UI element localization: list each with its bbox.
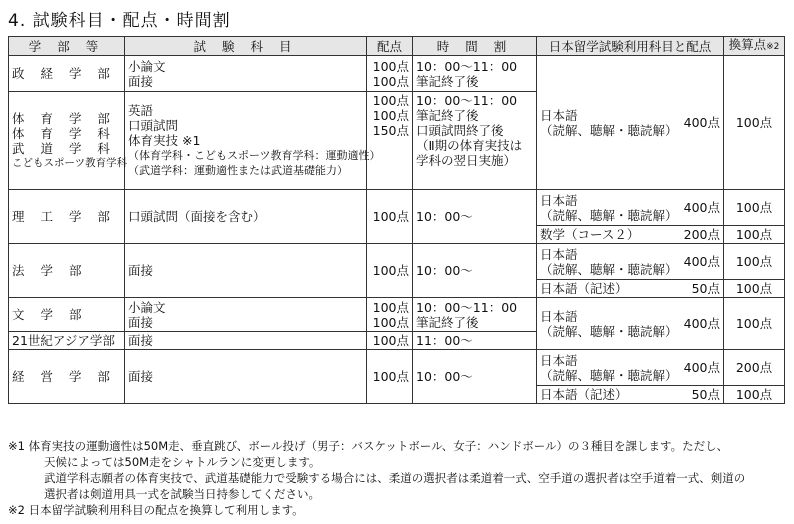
table-row <box>9 244 785 280</box>
conv-cell: 100点 <box>724 298 785 350</box>
table-header-row <box>9 37 785 56</box>
header-eju: 日本留学試験利用科目と配点 <box>537 37 724 56</box>
dept-cell: 法 学 部 <box>9 244 125 298</box>
header-time: 時 間 割 <box>413 37 537 56</box>
exam-schedule-table <box>8 36 785 404</box>
time-cell: 10：00～11：00 筆記終了後 口頭試問終了後 （Ⅱ期の体育実技は 学科の翌日実施） <box>413 92 537 190</box>
header-points: 配点 <box>367 37 413 56</box>
conv-cell: 100点 <box>724 386 785 404</box>
conv-cell: 100点 <box>724 190 785 226</box>
eju-cell: 日本語 （読解、聴解・聴読解） 400点 <box>537 298 724 350</box>
footnote-1: ※1 体育実技の運動適性は50M走、垂直跳び、ボール投げ（男子：バスケットボール、女子：ハンドボール）の３種目を課します。ただし、 <box>8 439 729 453</box>
points-cell: 100点 <box>367 244 413 298</box>
table-row <box>9 298 785 332</box>
eju-cell: 日本語 （読解、聴解・聴読解） 400点 <box>537 244 724 280</box>
subjects-cell: 面接 <box>125 350 367 404</box>
time-cell: 10：00～11：00 筆記終了後 <box>413 56 537 92</box>
subjects-cell: 英語 口頭試問 体育実技 ※1 （体育学科・こどもスポーツ教育学科：運動適性） （武道学科：運動適性または武道基礎能力） <box>125 92 367 190</box>
footnote-2: ※2 日本留学試験利用科目の配点を換算して利用します。 <box>8 503 304 517</box>
dept-cell: 文 学 部 <box>9 298 125 332</box>
eju-cell: 日本語 （読解、聴解・聴読解） 400点 <box>537 56 724 190</box>
dept-cell: 経 営 学 部 <box>9 350 125 404</box>
dept-cell: 理 工 学 部 <box>9 190 125 244</box>
time-cell: 10：00～ <box>413 190 537 244</box>
subjects-cell: 小論文 面接 <box>125 298 367 332</box>
points-cell: 100点 100点 150点 <box>367 92 413 190</box>
footnote-1-cont: 武道学科志願者の体育実技で、武道基礎能力で受験する場合には、柔道の選択者は柔道着一式、空手道の選択者は空手道着一式、剣道の <box>44 471 746 485</box>
conv-cell: 100点 <box>724 244 785 280</box>
section-title: 4. 試験科目・配点・時間割 <box>8 11 231 31</box>
header-conv: 換算点※2 <box>724 37 785 56</box>
subjects-cell: 小論文 面接 <box>125 56 367 92</box>
eju-cell: 日本語 （読解、聴解・聴読解） 400点 <box>537 350 724 386</box>
table-row <box>9 56 785 92</box>
points-cell: 100点 <box>367 190 413 244</box>
dept-cell: 21世紀アジア学部 <box>9 332 125 350</box>
points-cell: 100点 100点 <box>367 56 413 92</box>
eju-cell: 数学（コース２） 200点 <box>537 226 724 244</box>
table-row <box>9 190 785 226</box>
subjects-cell: 面接 <box>125 244 367 298</box>
conv-cell: 100点 <box>724 56 785 190</box>
subjects-cell: 口頭試問（面接を含む） <box>125 190 367 244</box>
time-cell: 10：00～ <box>413 244 537 298</box>
dept-cell: 体 育 学 部 体 育 学 科 武 道 学 科 こどもスポーツ教育学科 <box>9 92 125 190</box>
footnote-1-cont: 選択者は剣道用具一式を試験当日持参してください。 <box>44 487 320 501</box>
header-dept: 学 部 等 <box>9 37 125 56</box>
footnotes <box>8 438 784 518</box>
table-row <box>9 350 785 386</box>
footnote-1-cont: 天候によっては50M走をシャトルランに変更します。 <box>44 455 321 469</box>
header-subjects: 試 験 科 目 <box>125 37 367 56</box>
points-cell: 100点 <box>367 332 413 350</box>
subjects-cell: 面接 <box>125 332 367 350</box>
dept-cell: 政 経 学 部 <box>9 56 125 92</box>
conv-cell: 100点 <box>724 226 785 244</box>
time-cell: 11：00～ <box>413 332 537 350</box>
points-cell: 100点 <box>367 350 413 404</box>
eju-cell: 日本語 （読解、聴解・聴読解） 400点 <box>537 190 724 226</box>
time-cell: 10：00～11：00 筆記終了後 <box>413 298 537 332</box>
conv-cell: 100点 <box>724 280 785 298</box>
eju-cell: 日本語（記述） 50点 <box>537 280 724 298</box>
time-cell: 10：00～ <box>413 350 537 404</box>
conv-cell: 200点 <box>724 350 785 386</box>
eju-cell: 日本語（記述） 50点 <box>537 386 724 404</box>
points-cell: 100点 100点 <box>367 298 413 332</box>
